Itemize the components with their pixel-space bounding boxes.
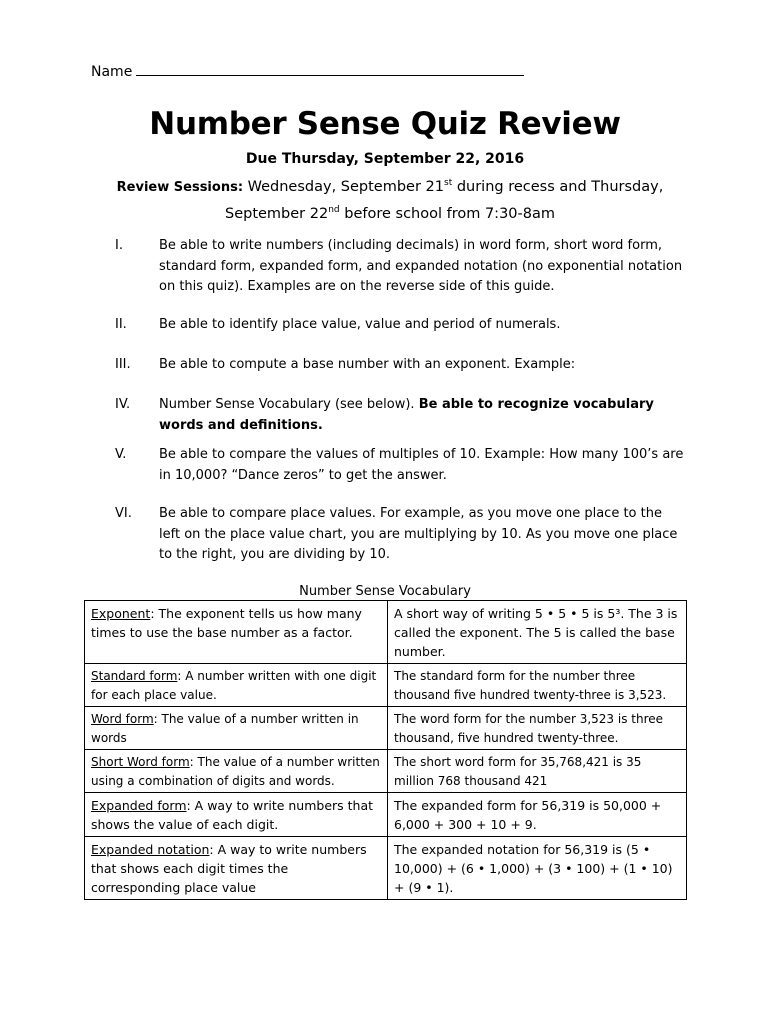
vocab-example-cell <box>388 664 687 707</box>
vocab-example-cell <box>388 750 687 793</box>
list-item-text: Be able to compare the values of multiples of 10. Example: How many 100’s are in 10,000? “Dance zeros” to get the answer. <box>159 447 684 483</box>
vocab-example: The expanded form for 56,319 is 50,000 + 6,000 + 300 + 10 + 9. <box>394 798 662 832</box>
name-label: Name <box>91 64 133 80</box>
vocab-definition: : The value of a number written using a combination of digits and words. <box>91 755 380 788</box>
list-item-number: IV. <box>115 397 131 412</box>
page-title: Number Sense Quiz Review <box>149 106 621 142</box>
list-item <box>115 395 685 436</box>
vocab-example-cell <box>388 601 687 664</box>
table-row <box>85 837 687 900</box>
list-item-number: III. <box>115 357 131 372</box>
list-item <box>115 236 685 298</box>
review-sessions-text-2: during recess and Thursday, September 22 <box>224 178 664 222</box>
vocab-definition: : The value of a number written in words <box>91 712 359 745</box>
vocab-definition: : A way to write numbers that shows each digit times the corresponding place value <box>91 842 367 895</box>
vocab-term: Word form <box>91 712 154 726</box>
table-row <box>85 793 687 837</box>
vocabulary-caption: Number Sense Vocabulary <box>299 584 471 599</box>
vocab-example: A short way of writing 5 • 5 • 5 is 5³. The 3 is called the exponent. The 5 is called the base number. <box>394 606 678 659</box>
vocab-term-cell <box>85 837 388 900</box>
vocab-term-cell <box>85 601 388 664</box>
vocab-example-cell <box>388 707 687 750</box>
vocab-term-cell <box>85 664 388 707</box>
list-item-text: Number Sense Vocabulary (see below). <box>159 397 419 412</box>
list-item-text: Be able to identify place value, value and period of numerals. <box>159 317 561 332</box>
name-field-line <box>91 62 524 80</box>
review-sessions-sup-2: nd <box>328 204 340 215</box>
vocab-term: Expanded form <box>91 798 187 813</box>
review-sessions-label: Review Sessions: <box>116 179 244 195</box>
vocab-example: The short word form for 35,768,421 is 35 million 768 thousand 421 <box>394 755 642 788</box>
list-item <box>115 504 685 566</box>
list-item <box>115 315 685 336</box>
list-item <box>115 445 685 486</box>
list-item-number: VI. <box>115 506 132 521</box>
vocab-definition: : The exponent tells us how many times to use the base number as a factor. <box>91 606 362 640</box>
review-sessions <box>100 172 680 225</box>
list-item-text: Be able to compute a base number with an exponent. Example: <box>159 357 576 372</box>
vocab-term: Short Word form <box>91 755 190 769</box>
list-item <box>115 355 685 376</box>
due-date: Due Thursday, September 22, 2016 <box>245 151 525 167</box>
list-item-bold-text: Be able to recognize vocabulary words and definitions. <box>159 397 654 433</box>
vocab-example: The word form for the number 3,523 is three thousand, five hundred twenty-three. <box>394 712 664 745</box>
list-item-number: I. <box>115 238 123 253</box>
vocab-example: The standard form for the number three thousand five hundred twenty-three is 3,523. <box>394 669 667 702</box>
vocabulary-table <box>84 600 687 900</box>
vocab-example: The expanded notation for 56,319 is (5 • 10,000) + (6 • 1,000) + (3 • 100) + (1 • 10) + (9 • 1). <box>394 842 673 895</box>
table-row <box>85 750 687 793</box>
vocab-definition: : A number written with one digit for each place value. <box>91 669 377 702</box>
vocab-term-cell <box>85 707 388 750</box>
list-item-text: Be able to write numbers (including decimals) in word form, short word form, standard form, expanded form, and expanded notation (no exponential notation on this quiz). Examples are on the reverse side of this guide. <box>159 238 683 294</box>
table-row <box>85 707 687 750</box>
list-item-number: II. <box>115 317 127 332</box>
vocab-term-cell <box>85 750 388 793</box>
vocab-term-cell <box>85 793 388 837</box>
name-blank[interactable] <box>136 62 524 76</box>
vocab-term: Expanded notation <box>91 842 210 857</box>
review-sessions-text-3: before school from 7:30-8am <box>339 205 555 222</box>
table-row <box>85 601 687 664</box>
table-row <box>85 664 687 707</box>
vocab-example-cell <box>388 793 687 837</box>
vocab-definition: : A way to write numbers that shows the value of each digit. <box>91 798 374 832</box>
vocab-term: Standard form <box>91 669 178 683</box>
list-item-text: Be able to compare place values. For example, as you move one place to the left on the place value chart, you are multiplying by 10. As you move one place to the right, you are dividing by 10. <box>159 506 678 562</box>
list-item-number: V. <box>115 447 127 462</box>
review-sessions-text-1: Wednesday, September 21 <box>247 178 444 195</box>
vocab-example-cell <box>388 837 687 900</box>
review-sessions-sup-1: st <box>444 178 453 188</box>
vocab-term: Exponent <box>91 606 151 621</box>
